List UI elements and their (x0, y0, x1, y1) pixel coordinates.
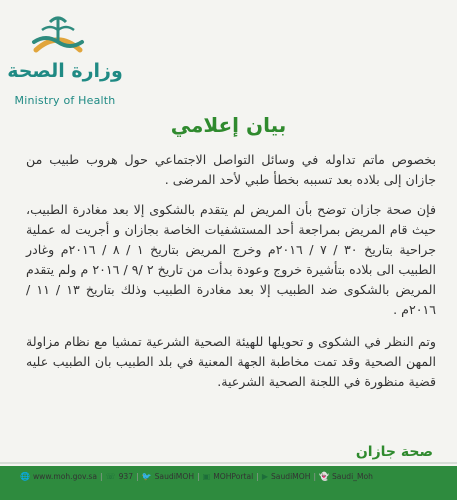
contact-bar (20, 472, 457, 481)
phone-number[interactable]: 937 (118, 472, 134, 481)
logo-arabic-text: وزارة الصحة (7, 60, 123, 82)
phone-icon: ☏ (105, 472, 116, 481)
divider: | (136, 472, 139, 481)
youtube-icon: ▶ (261, 472, 268, 481)
divider: | (99, 472, 103, 481)
signature: صحة جازان (355, 444, 433, 460)
statement-paragraph-3: وتم النظر في الشكوى و تحويلها للهيئة الصحية الشرعية تمشيا مع نظام مزاولة المهن الصحية وقد تمت مخاطبة الجهة المعنية في بلد الطبيب بان الطبيب عليه قضية منظورة في اللجنة الصحية الشرعية. (26, 334, 436, 389)
footer-divider (0, 462, 457, 464)
twitter-handle[interactable]: SaudiMOH (154, 472, 195, 481)
youtube-handle[interactable]: SaudiMOH (270, 472, 311, 481)
moh-logo-mark (28, 12, 88, 60)
moh-logo (6, 12, 124, 112)
divider: | (197, 472, 200, 481)
globe-icon: 🌐 (20, 472, 30, 481)
logo-english-text: Ministry of Health (14, 94, 116, 107)
divider: | (313, 472, 316, 481)
statement-paragraph-2: فإن صحة جازان توضح بأن المريض لم يتقدم بالشكوى إلا بعد مغادرة الطبيب، حيث قام المريض بمراجعة أحد المستشفيات الخاصة بجازان و أجريت له عملية جراحية بتاريخ ٣٠ / ٧ / ٢٠١٦م وخرج المريض بتاريخ ١ / ٨ / ٢٠١٦م وغادر الطبيب الى بلاده بتأشيرة خروج وعودة بدأت من تاريخ ٢ /٩ / ٢٠١٦ م ولم يتقدم المريض بالشكوى ضد الطبيب إلا بعد مغادرة الطبيب وذلك بتاريخ ١٣ / ١١ / ٢٠١٦م . (26, 202, 437, 317)
statement-body (26, 150, 436, 402)
statement-paragraph-1: بخصوص ماتم تداوله في وسائل التواصل الاجتماعي حول هروب طبيب من جازان إلى بلاده بعد تسببه بخطأ طبي لأحد المرضى . (26, 152, 436, 187)
twitter-icon: 🐦 (141, 472, 152, 481)
snapchat-handle[interactable]: Saudi_Moh (331, 472, 373, 481)
website-link[interactable]: www.moh.gov.sa (32, 472, 97, 481)
snapchat-icon: 👻 (319, 472, 329, 481)
statement-title: بيان إعلامي (170, 113, 287, 137)
portal-icon: ▣ (202, 472, 211, 481)
portal-handle[interactable]: MOHPortal (213, 472, 254, 481)
divider: | (256, 472, 259, 481)
